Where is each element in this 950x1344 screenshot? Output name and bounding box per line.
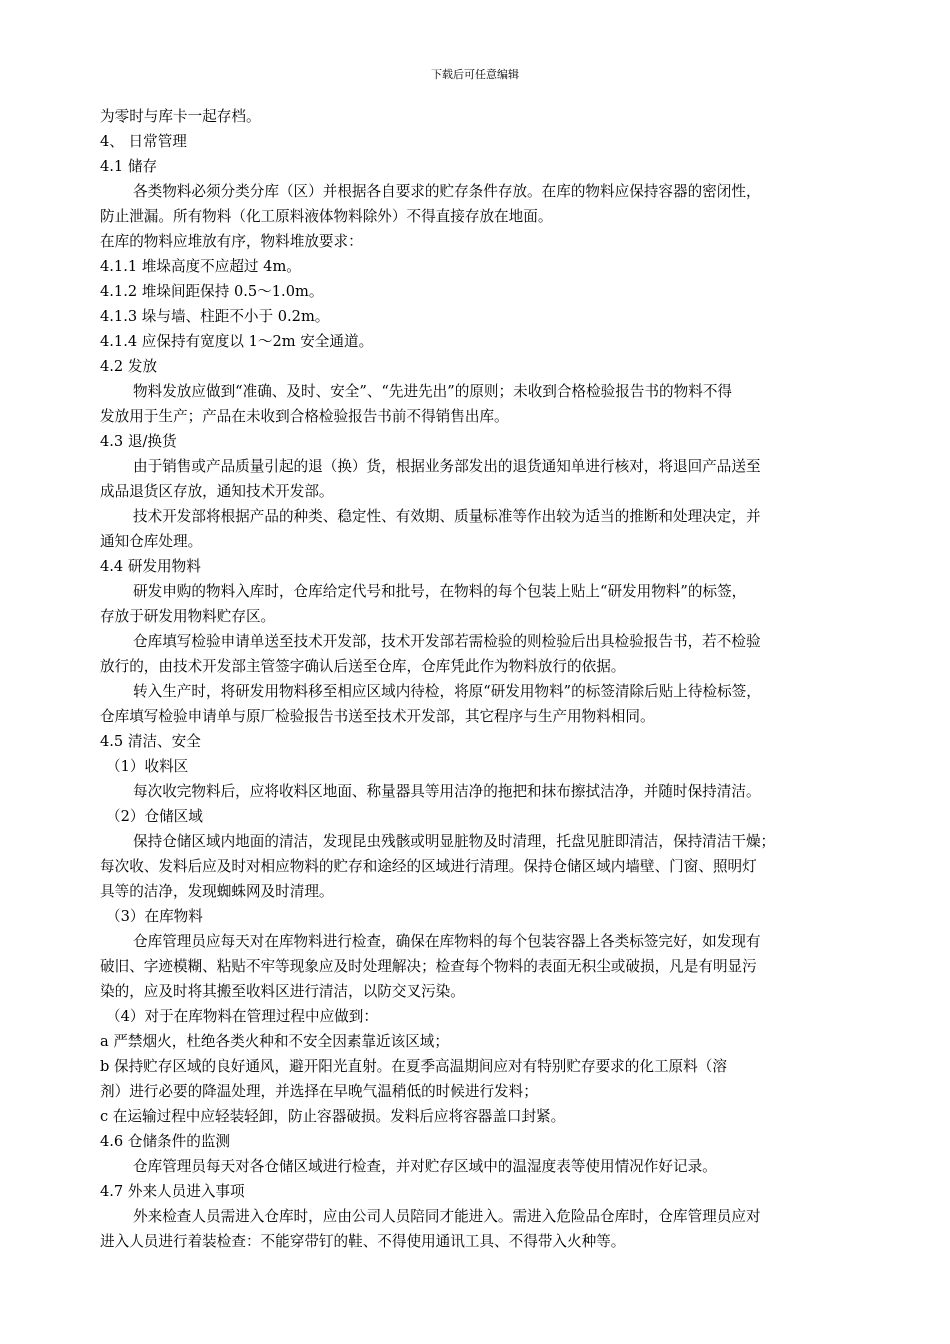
text-line: 4.1.1 堆垛高度不应超过 4m。 <box>100 258 301 275</box>
text-line: 4.1 储存 <box>100 158 158 175</box>
text-line: （1）收料区 <box>106 758 189 775</box>
text-line: 仓库填写检验申请单与原厂检验报告书送至技术开发部，其它程序与生产用物料相同。 <box>100 708 655 725</box>
text-line: 4.1.2 堆垛间距保持 0.5～1.0m。 <box>100 283 324 300</box>
text-line: （2）仓储区域 <box>106 808 203 825</box>
text-line: 通知仓库处理。 <box>100 533 203 550</box>
text-line: 4.1.3 垛与墙、柱距不小于 0.2m。 <box>100 308 330 325</box>
text-line: 存放于研发用物料贮存区。 <box>100 608 276 625</box>
text-line: （4）对于在库物料在管理过程中应做到： <box>106 1008 378 1025</box>
text-line: 4.2 发放 <box>100 358 158 375</box>
text-line: 4.4 研发用物料 <box>100 558 201 575</box>
page-header: 下载后可任意编辑 <box>431 68 519 81</box>
text-line: 外来检查人员需进入仓库时，应由公司人员陪同才能进入。需进入危险品仓库时，仓库管理员应对 <box>133 1208 761 1225</box>
text-line: 研发申购的物料入库时，仓库给定代号和批号，在物料的每个包装上贴上“研发用物料”的标签， <box>133 583 747 600</box>
text-line: 防止泄漏。所有物料（化工原料液体物料除外）不得直接存放在地面。 <box>100 208 553 225</box>
text-line: 进入人员进行着装检查：不能穿带钉的鞋、不得使用通讯工具、不得带入火种等。 <box>100 1233 626 1250</box>
text-line: 每次收、发料后应及时对相应物料的贮存和途经的区域进行清理。保持仓储区域内墙壁、门窗、照明灯 <box>100 858 757 875</box>
text-line: 物料发放应做到“准确、及时、安全”、“先进先出”的原则；未收到合格检验报告书的物料不得 <box>133 383 733 400</box>
text-line: 仓库管理员每天对各仓储区域进行检查，并对贮存区域中的温湿度表等使用情况作好记录。 <box>133 1158 717 1175</box>
text-line: 剂）进行必要的降温处理，并选择在早晚气温稍低的时候进行发料； <box>100 1083 538 1100</box>
text-line: 成品退货区存放，通知技术开发部。 <box>100 483 334 500</box>
text-line: （3）在库物料 <box>106 908 203 925</box>
text-line: 4.5 清洁、安全 <box>100 733 201 750</box>
text-line: 放行的，由技术开发部主管签字确认后送至仓库，仓库凭此作为物料放行的依据。 <box>100 658 626 675</box>
text-line: 转入生产时，将研发用物料移至相应区域内待检，将原“研发用物料”的标签清除后贴上待检标签， <box>133 683 761 700</box>
text-line: 破旧、字迹模糊、粘贴不牢等现象应及时处理解决；检查每个物料的表面无积尘或破损，凡是有明显污 <box>100 958 757 975</box>
text-line: 具等的洁净，发现蜘蛛网及时清理。 <box>100 883 334 900</box>
text-line: 4、 日常管理 <box>100 133 187 150</box>
text-line: 为零时与库卡一起存档。 <box>100 108 261 125</box>
text-line: 4.7 外来人员进入事项 <box>100 1183 245 1200</box>
text-line: c 在运输过程中应轻装轻卸，防止容器破损。发料后应将容器盖口封紧。 <box>100 1108 566 1125</box>
document-body <box>100 104 860 1254</box>
text-line: 仓库管理员应每天对在库物料进行检查，确保在库物料的每个包装容器上各类标签完好，如发现有 <box>133 933 761 950</box>
text-line: 保持仓储区域内地面的清洁，发现昆虫残骸或明显脏物及时清理，托盘见脏即清洁，保持清洁干燥； <box>133 833 776 850</box>
text-line: a 严禁烟火，杜绝各类火种和不安全因素靠近该区域； <box>100 1033 449 1050</box>
text-line: 各类物料必须分类分库（区）并根据各自要求的贮存条件存放。在库的物料应保持容器的密闭性， <box>133 183 761 200</box>
text-line: 4.3 退/换货 <box>100 433 177 450</box>
text-line: 技术开发部将根据产品的种类、稳定性、有效期、质量标准等作出较为适当的推断和处理决定，并 <box>133 508 761 525</box>
text-line: 4.6 仓储条件的监测 <box>100 1133 231 1150</box>
text-line: 由于销售或产品质量引起的退（换）货，根据业务部发出的退货通知单进行核对，将退回产品送至 <box>133 458 761 475</box>
text-line: 在库的物料应堆放有序，物料堆放要求： <box>100 233 363 250</box>
text-line: 4.1.4 应保持有宽度以 1～2m 安全通道。 <box>100 333 374 350</box>
text-line: 染的，应及时将其搬至收料区进行清洁，以防交叉污染。 <box>100 983 465 1000</box>
text-line: 发放用于生产；产品在未收到合格检验报告书前不得销售出库。 <box>100 408 509 425</box>
text-line: 每次收完物料后，应将收料区地面、称量器具等用洁净的拖把和抹布擦拭洁净，并随时保持清洁。 <box>133 783 761 800</box>
text-line: 仓库填写检验申请单送至技术开发部，技术开发部若需检验的则检验后出具检验报告书，若不检验 <box>133 633 761 650</box>
text-line: b 保持贮存区域的良好通风，避开阳光直射。在夏季高温期间应对有特别贮存要求的化工原料（溶 <box>100 1058 727 1075</box>
